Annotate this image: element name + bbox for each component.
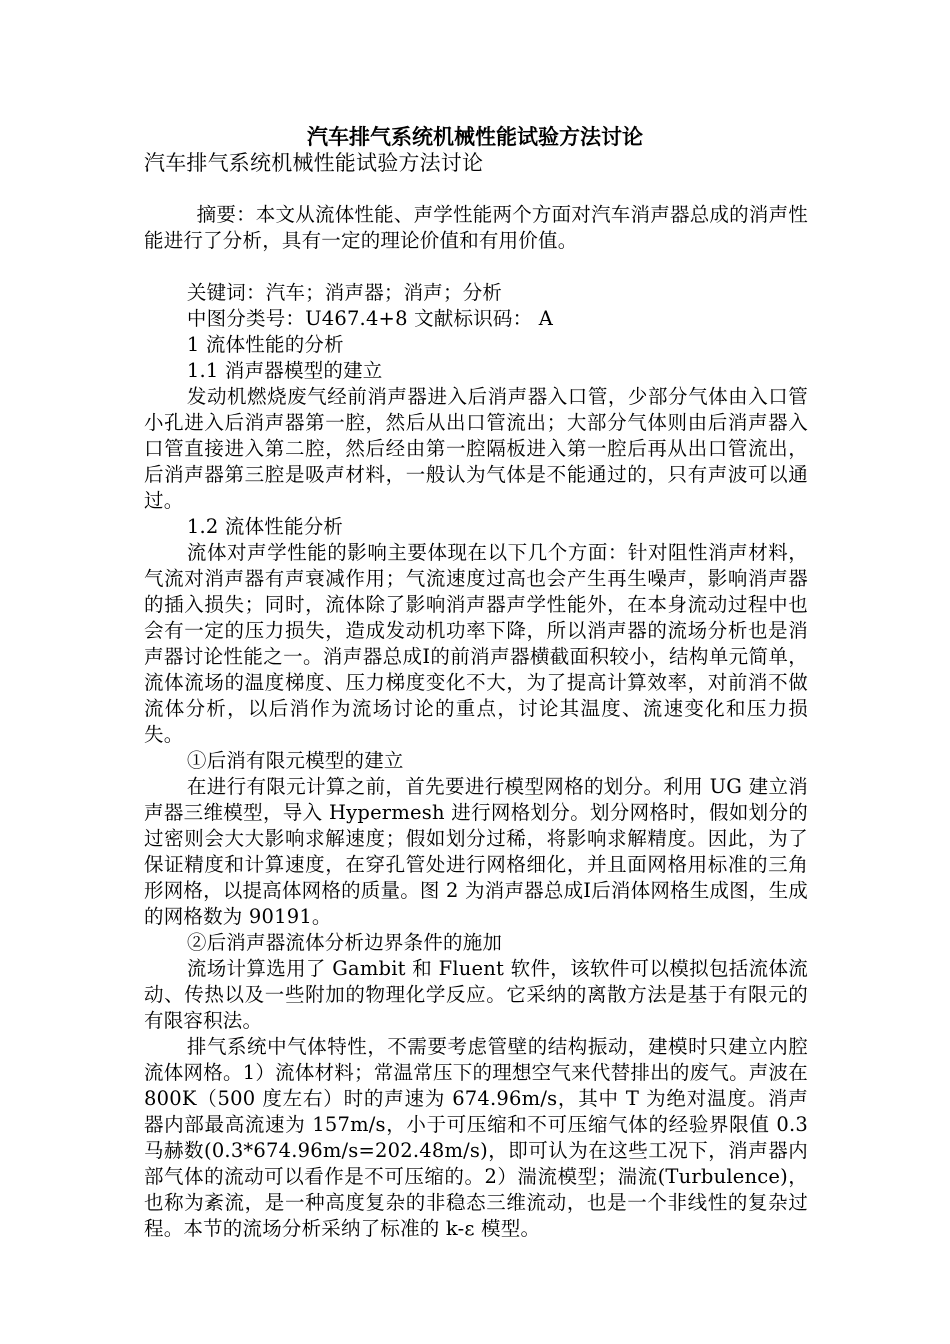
document-body (144, 150, 808, 1242)
section-heading-1-2: 1.2 流体性能分析 (186, 515, 344, 538)
body-paragraph-meshing: 在进行有限元计算之前，首先要进行模型网格的划分。利用 UG 建立消声器三维模型，导入 Hypermesh 进行网格划分。划分网格时，假如划分的过密则会大大影响求解速度；假如划分过稀，将影响求解精度。因此，为了保证精度和计算速度，在穿孔管处进行网格细化，并且面网格用标准的三角形网格，以提高体网格的质量。图 2 为消声器总成Ⅰ后消体网格生成图，生成的网格数为 90191。 (144, 775, 808, 928)
subheading-boundary-conditions: ②后消声器流体分析边界条件的施加 (186, 931, 503, 954)
body-paragraph-gas-flow: 发动机燃烧废气经前消声器进入后消声器入口管，少部分气体由入口管小孔进入后消声器第一腔，然后从出口管流出；大部分气体则由后消声器入口管直接进入第二腔，然后经由第一腔隔板进入第一腔后再从出口管流出，后消声器第三腔是吸声材料，一般认为气体是不能通过的，只有声波可以通过。 (144, 385, 808, 512)
keywords-line: 关键词：汽车；消声器；消声；分析 (186, 281, 503, 304)
section-heading-1: 1 流体性能的分析 (186, 333, 344, 356)
classification-line: 中图分类号：U467.4+8 文献标识码： A (186, 307, 553, 330)
abstract-paragraph: 摘要：本文从流体性能、声学性能两个方面对汽车消声器总成的消声性能进行了分析，具有一定的理论价值和有用价值。 (144, 203, 808, 252)
document-title: 汽车排气系统机械性能试验方法讨论 (307, 124, 643, 149)
subheading-fem-model: ①后消有限元模型的建立 (186, 749, 404, 772)
spacer (144, 176, 808, 202)
body-paragraph-fluid-effects: 流体对声学性能的影响主要体现在以下几个方面：针对阻性消声材料，气流对消声器有声衰减作用；气流速度过高也会产生再生噪声，影响消声器的插入损失；同时，流体除了影响消声器声学性能外，在本身流动过程中也会有一定的压力损失，造成发动机功率下降，所以消声器的流场分析也是消声器讨论性能之一。消声器总成Ⅰ的前消声器横截面积较小，结构单元简单，流体流场的温度梯度、压力梯度变化不大，为了提高计算效率，对前消不做流体分析，以后消作为流场讨论的重点，讨论其温度、流速变化和压力损失。 (144, 541, 808, 746)
body-paragraph-gas-properties: 排气系统中气体特性，不需要考虑管壁的结构振动，建模时只建立内腔流体网格。1）流体材料；常温常压下的理想空气来代替排出的废气。声波在 800K（500 度左右）时的声速为 674.96m/s，其中 T 为绝对温度。消声器内部最高流速为 157m/s，小于可压缩和不可压缩气体的经验界限值 0.3 马赫数(0.3*674.96m/s=202.48m/s)，即可认为在这些工况下，消声器内部气体的流动可以看作是不可压缩的。2）湍流模型；湍流(Turbulence)，也称为紊流，是一种高度复杂的非稳态三维流动，也是一个非线性的复杂过程。本节的流场分析采纳了标准的 k-ε 模型。 (144, 1035, 808, 1240)
spacer (144, 254, 808, 280)
section-heading-1-1: 1.1 消声器模型的建立 (186, 359, 383, 382)
body-paragraph-software: 流场计算选用了 Gambit 和 Fluent 软件，该软件可以模拟包括流体流动、传热以及一些附加的物理化学反应。它采纳的离散方法是基于有限元的有限容积法。 (144, 957, 808, 1032)
document-subtitle: 汽车排气系统机械性能试验方法讨论 (144, 151, 484, 175)
